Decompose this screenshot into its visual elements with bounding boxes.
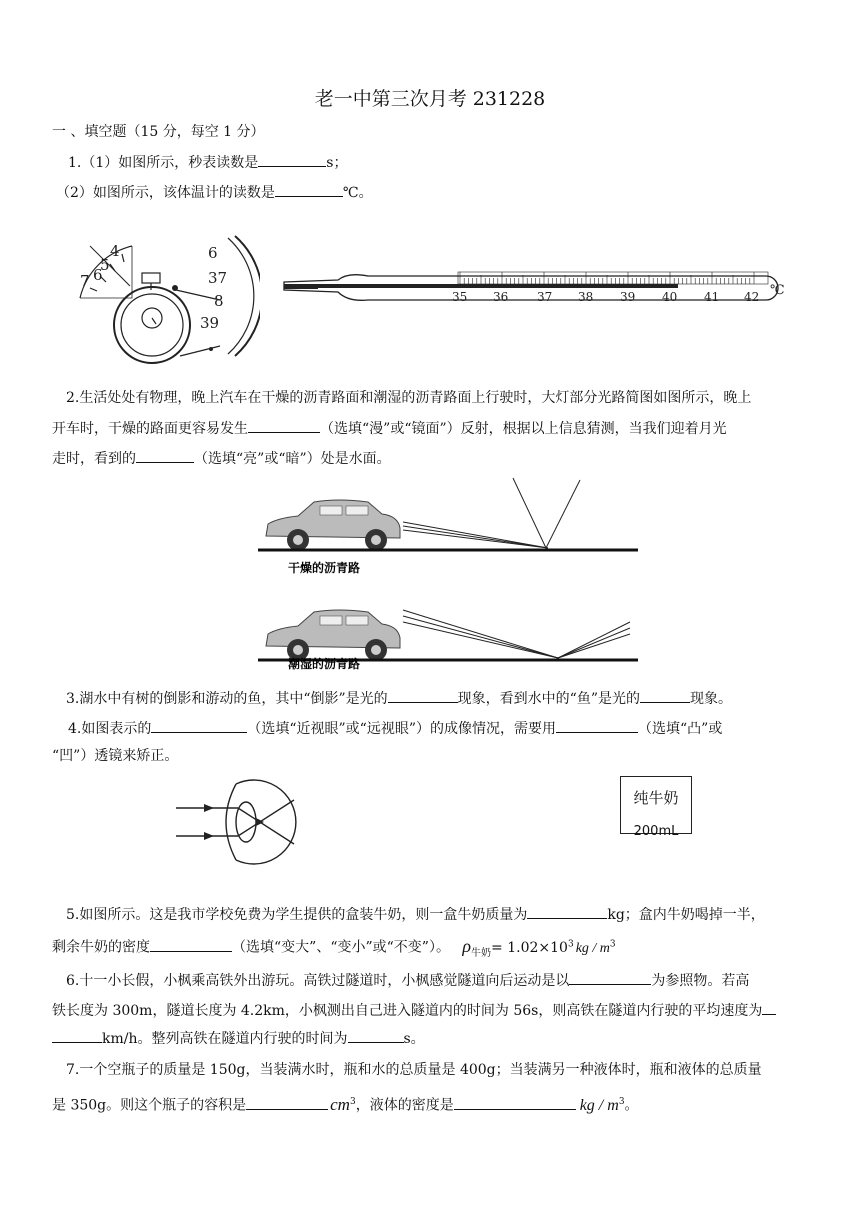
- answer-blank[interactable]: [556, 718, 638, 733]
- q5-text-c: 剩余牛奶的密度: [52, 939, 150, 956]
- density-unit-exponent: 3: [618, 1097, 625, 1107]
- therm-tick-39: 39: [620, 290, 636, 304]
- question-7-line-2: [52, 1092, 639, 1116]
- therm-tick-40: 40: [662, 290, 678, 304]
- stopwatch-tick-6: 6: [93, 266, 103, 284]
- answer-blank-continued[interactable]: [52, 1028, 102, 1043]
- q7-text-c: 。: [624, 1097, 639, 1114]
- q4-text-b: （选填“近视眼”或“远视眼”）的成像情况，需要用: [247, 721, 556, 737]
- answer-blank[interactable]: [136, 448, 194, 463]
- q4-text-a: 4.如图表示的: [68, 721, 152, 737]
- answer-blank[interactable]: [258, 152, 326, 167]
- answer-blank[interactable]: [248, 418, 320, 433]
- question-5-line-2: [52, 934, 616, 963]
- therm-tick-35: 35: [452, 290, 468, 304]
- therm-tick-37: 37: [537, 290, 553, 304]
- q5-text-b: kg；盒内牛奶喝掉一半，: [607, 907, 765, 923]
- answer-blank[interactable]: [388, 688, 458, 703]
- q3-text-c: 现象。: [690, 691, 732, 707]
- q3-text-a: 3.湖水中有树的倒影和游动的鱼，其中“倒影”是光的: [66, 691, 388, 707]
- density-unit: kg / m: [575, 940, 610, 956]
- answer-blank[interactable]: [640, 688, 690, 703]
- stopwatch-tick-5: 5: [100, 256, 110, 274]
- question-6-line-3: [52, 1028, 425, 1049]
- volume-unit: cm: [330, 1094, 350, 1114]
- volume-unit-exponent: 3: [349, 1097, 356, 1107]
- q2-text-b: （选填“漫”或“镜面”）反射，根据以上信息猜测，当我们迎着月光: [320, 421, 727, 437]
- q4-text-c: （选填“凸”或: [638, 721, 723, 737]
- q2-text-a: 开车时，干燥的路面更容易发生: [52, 421, 248, 437]
- q3-text-b: 现象，看到水中的“鱼”是光的: [457, 691, 640, 707]
- scale-tick-39: 39: [200, 314, 220, 332]
- section-heading: 一 、填空题（15 分，每空 1 分）: [52, 124, 265, 140]
- stopwatch-tick-7: 7: [80, 272, 90, 290]
- q1-part2-text: （2）如图所示，该体温计的读数是: [56, 185, 275, 201]
- milk-box: [620, 776, 692, 839]
- eye-diagram: [176, 772, 316, 872]
- question-7-line-1: 7.一个空瓶子的质量是 150g，当装满水时，瓶和水的总质量是 400g；当装满另一种液体时，瓶和液体的总质量: [66, 1062, 762, 1078]
- scale-tick-37: 37: [208, 269, 228, 287]
- q6-text-e: s。: [403, 1031, 425, 1047]
- thermometer-figure: [278, 262, 798, 312]
- question-1-part-1: [68, 152, 347, 173]
- q6-text-b: 为参照物。若高: [651, 973, 750, 989]
- answer-blank[interactable]: [151, 718, 247, 733]
- stopwatch-figure: [60, 228, 260, 378]
- therm-tick-41: 41: [704, 290, 720, 304]
- therm-unit: ℃: [770, 283, 785, 298]
- milk-density-formula: [462, 935, 616, 959]
- question-2-line-1: 2.生活处处有物理，晚上汽车在干燥的沥青路面和潮湿的沥青路面上行驶时，大灯部分光路简图如图所示，晚上: [66, 390, 752, 406]
- question-2-line-2: [52, 418, 727, 439]
- question-2-line-3: [52, 448, 391, 469]
- stopwatch-tick-4: 4: [110, 242, 120, 260]
- caption-dry-road: 干燥的沥青路: [288, 561, 361, 575]
- question-3: [66, 688, 732, 709]
- question-6-line-2: [52, 1000, 776, 1021]
- rho-subscript: 牛奶: [471, 947, 492, 959]
- density-unit: kg / m: [579, 1096, 619, 1114]
- answer-blank[interactable]: [527, 904, 607, 919]
- density-value: = 1.02×10: [491, 939, 568, 956]
- q6-text-a: 6.十一小长假，小枫乘高铁外出游玩。高铁过隧道时，小枫感觉隧道向后运动是以: [66, 973, 570, 989]
- therm-tick-42: 42: [744, 290, 760, 304]
- answer-blank[interactable]: [275, 182, 343, 197]
- question-1-part-2: [56, 182, 373, 203]
- page-title: 老一中第三次月考 231228: [314, 88, 546, 110]
- q6-text-c: 铁长度为 300m，隧道长度为 4.2km，小枫测出自己进入隧道内的时间为 56s，则高铁在隧道内行驶的平均速度为: [52, 1003, 763, 1019]
- answer-blank[interactable]: [762, 1000, 776, 1015]
- therm-tick-36: 36: [493, 290, 509, 304]
- scale-tick-8: 8: [214, 292, 224, 310]
- q7-text-a: 是 350g。则这个瓶子的容积是: [52, 1097, 247, 1114]
- answer-blank[interactable]: [569, 970, 651, 985]
- q1-part2-unit: ℃。: [342, 185, 373, 201]
- therm-tick-38: 38: [578, 290, 594, 304]
- q2-text-c: 走时，看到的: [52, 451, 136, 467]
- question-4-line-2: “凹”）透镜来矫正。: [52, 748, 179, 764]
- answer-blank[interactable]: [246, 1095, 328, 1110]
- milk-box-volume: 200mL: [633, 824, 679, 839]
- q1-part1-unit: s；: [326, 155, 348, 171]
- answer-blank[interactable]: [150, 937, 232, 952]
- density-unit-exponent: 3: [609, 939, 616, 949]
- wet-road-car: [266, 610, 400, 661]
- milk-box-name: 纯牛奶: [633, 789, 679, 807]
- q1-part1-text: 1.（1）如图所示，秒表读数是: [68, 155, 259, 171]
- question-4-line-1: [68, 718, 722, 739]
- q5-text-d: （选填“变大”、“变小”或“不变”）。: [232, 939, 450, 956]
- dry-road-car: [266, 500, 400, 551]
- scale-tick-6: 6: [208, 244, 218, 262]
- q2-text-d: （选填“亮”或“暗”）处是水面。: [194, 451, 391, 467]
- q7-text-b: ，液体的密度是: [355, 1097, 454, 1114]
- q6-text-d: km/h。整列高铁在隧道内行驶的时间为: [102, 1031, 348, 1047]
- question-6-line-1: [66, 970, 749, 991]
- answer-blank[interactable]: [348, 1028, 404, 1043]
- question-5-line-1: [66, 904, 765, 925]
- density-exponent: 3: [567, 939, 574, 949]
- q5-text-a: 5.如图所示。这是我市学校免费为学生提供的盒装牛奶，则一盒牛奶质量为: [66, 907, 528, 923]
- rho-symbol: ρ: [462, 935, 472, 956]
- caption-wet-road: 潮湿的沥青路: [288, 657, 361, 671]
- car-road-figure: [258, 472, 640, 674]
- answer-blank[interactable]: [454, 1095, 576, 1110]
